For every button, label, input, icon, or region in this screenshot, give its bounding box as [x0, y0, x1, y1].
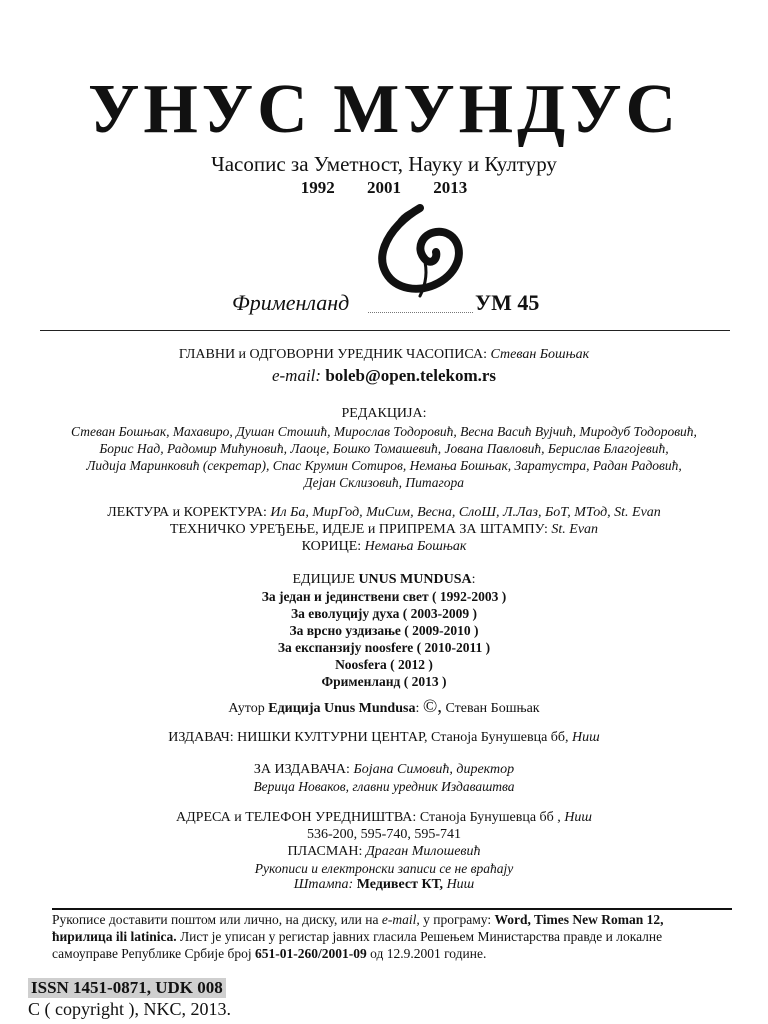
- editions-heading: [0, 572, 768, 588]
- phones: 536-200, 595-740, 595-741: [307, 827, 461, 842]
- publisher-line: [0, 730, 768, 746]
- korice-label: КОРИЦЕ:: [301, 539, 362, 554]
- for-publisher-line: [0, 762, 768, 778]
- for-publisher-label: ЗА ИЗДАВАЧА:: [253, 762, 350, 777]
- edition-item: За еволуцију духа ( 2003-2009 ): [290, 606, 478, 621]
- author-name: Стеван Бошњак: [445, 701, 540, 716]
- issue-number: УМ 45: [475, 290, 540, 315]
- year-1: 1992: [300, 178, 335, 197]
- for-publisher-name: Бојана Симовић, директор: [353, 762, 515, 777]
- email-address: boleb@open.telekom.rs: [325, 366, 497, 385]
- edition-item: Noosfera ( 2012 ): [335, 657, 433, 672]
- issue-name: Фрименланд: [232, 290, 350, 315]
- publisher-name: НИШКИ КУЛТУРНИ ЦЕНТАР,: [237, 730, 428, 745]
- footer-line-3: [52, 946, 732, 962]
- footer-format: Word, Times New Roman 12,: [494, 912, 664, 927]
- editions-heading-bold: UNUS MUNDUSA: [358, 572, 472, 587]
- korice-name: Немања Бошњак: [364, 539, 467, 554]
- tehnicko-name: St. Evan: [551, 522, 599, 537]
- footer-text: у програму:: [423, 912, 492, 927]
- publisher-label: ИЗДАВАЧ:: [168, 730, 234, 745]
- address-label: АДРЕСА и ТЕЛЕФОН УРЕДНИШТВА:: [176, 810, 417, 825]
- email-label: e-mail:: [271, 366, 322, 385]
- author-prefix: Аутор: [228, 701, 265, 716]
- print-label: Штампа:: [293, 877, 354, 892]
- editor-name: Стеван Бошњак: [490, 347, 590, 362]
- redakcija-line: Лидија Маринковић (секретар), Спас Крумин Сотиров, Немања Бошњак, Заратустра, Радан Радовић,: [86, 458, 682, 473]
- address-street: Станоја Бунушевца бб ,: [419, 810, 561, 825]
- footer-text: Рукописе доставити поштом или лично, на диску, или на: [52, 912, 379, 927]
- lektura-line: [0, 505, 768, 521]
- address-city: Ниш: [564, 810, 592, 825]
- tehnicko-line: [0, 522, 768, 538]
- footer-text: Лист је уписан у регистар јавних гласила Решењем Министарства правде и локалне: [179, 929, 663, 944]
- footer-email: e-mail,: [381, 912, 420, 927]
- header-divider: [40, 330, 730, 331]
- year-3: 2013: [433, 178, 468, 197]
- plasman-name: Драган Милошевић: [365, 844, 481, 859]
- lektura-label: ЛЕКТУРА и КОРЕКТУРА:: [107, 505, 267, 520]
- editions-heading-suffix: :: [471, 572, 476, 587]
- author-edition: Едиција Unus Mundusa: [268, 701, 416, 716]
- editor-line: [0, 347, 768, 363]
- for-publisher-name-2: Верица Новаков, главни уредник Издаваштва: [253, 779, 515, 794]
- editor-label: ГЛАВНИ и ОДГОВОРНИ УРЕДНИК ЧАСОПИСА:: [178, 347, 487, 362]
- edition-item: За врсно уздизање ( 2009-2010 ): [289, 623, 479, 638]
- journal-years: [0, 178, 768, 198]
- lektura-names: Ил Ба, МирГод, МиСим, Весна, СлоШ, Л.Лаз, БоТ, МТод, St. Evan: [270, 505, 661, 520]
- footer-text: самоуправе Републике Србије број: [52, 946, 252, 961]
- footer-line-2: [52, 929, 732, 945]
- year-2: 2001: [367, 178, 401, 197]
- redakcija-heading: РЕДАКЦИЈА:: [341, 406, 427, 421]
- footer-divider: [52, 908, 732, 910]
- print-line: [0, 877, 768, 893]
- copyright-line: C ( copyright ), NKC, 2013.: [28, 999, 231, 1019]
- korice-line: [0, 539, 768, 555]
- footer-registration-number: 651-01-260/2001-09: [254, 946, 367, 961]
- footer-text: од 12.9.2001 године.: [370, 946, 487, 961]
- plasman-label: ПЛАСМАН:: [287, 844, 363, 859]
- redakcija-line: Дејан Склизовић, Питагора: [303, 475, 464, 490]
- edition-item: За један и јединствени свет ( 1992-2003 ): [261, 589, 507, 604]
- journal-subtitle: Часопис за Уметност, Науку и Културу: [211, 152, 557, 176]
- edition-item: Фрименланд ( 2013 ): [321, 674, 447, 689]
- calligraphic-spiral-logo-icon: [366, 202, 476, 300]
- footer-script: ћирилица ili latinica.: [52, 929, 177, 944]
- edition-item: За експанзију noosfere ( 2010-2011 ): [277, 640, 491, 655]
- manuscripts-note: Рукописи и електронски записи се не враћају: [254, 861, 514, 876]
- editions-heading-prefix: ЕДИЦИЈЕ: [292, 572, 355, 587]
- redakcija-line: Стеван Бошњак, Махавиро, Душан Стошић, Мирослав Тодоровић, Весна Васић Вујчић, Миродуб Тодоровић,: [71, 424, 697, 439]
- issn-badge: ISSN 1451-0871, UDK 008: [28, 978, 226, 998]
- journal-title: УНУС МУНДУС: [87, 71, 681, 148]
- address-line: [0, 810, 768, 826]
- author-line: Аутор Едиција Unus Mundusa: ©, Стеван Бошњак: [228, 696, 540, 717]
- tehnicko-label: ТЕХНИЧКО УРЕЂЕЊЕ, ИДЕЈЕ и ПРИПРЕМА ЗА ШТАМПУ:: [169, 522, 548, 537]
- email-line: [0, 366, 768, 386]
- print-city: Ниш: [446, 877, 475, 892]
- publisher-address: Станоја Бунушевца бб,: [431, 730, 569, 745]
- publisher-city: Ниш: [572, 730, 600, 745]
- plasman-line: [0, 844, 768, 860]
- issue-dotted-line: [368, 312, 473, 313]
- print-name: Медивест КТ,: [356, 877, 444, 892]
- copyright-symbol: ©,: [422, 696, 443, 717]
- redakcija-line: Борис Над, Радомир Мићуновић, Лаоце, Бошко Томашевић, Јована Павловић, Берислав Благојевић,: [99, 441, 669, 456]
- footer-line-1: [52, 912, 732, 928]
